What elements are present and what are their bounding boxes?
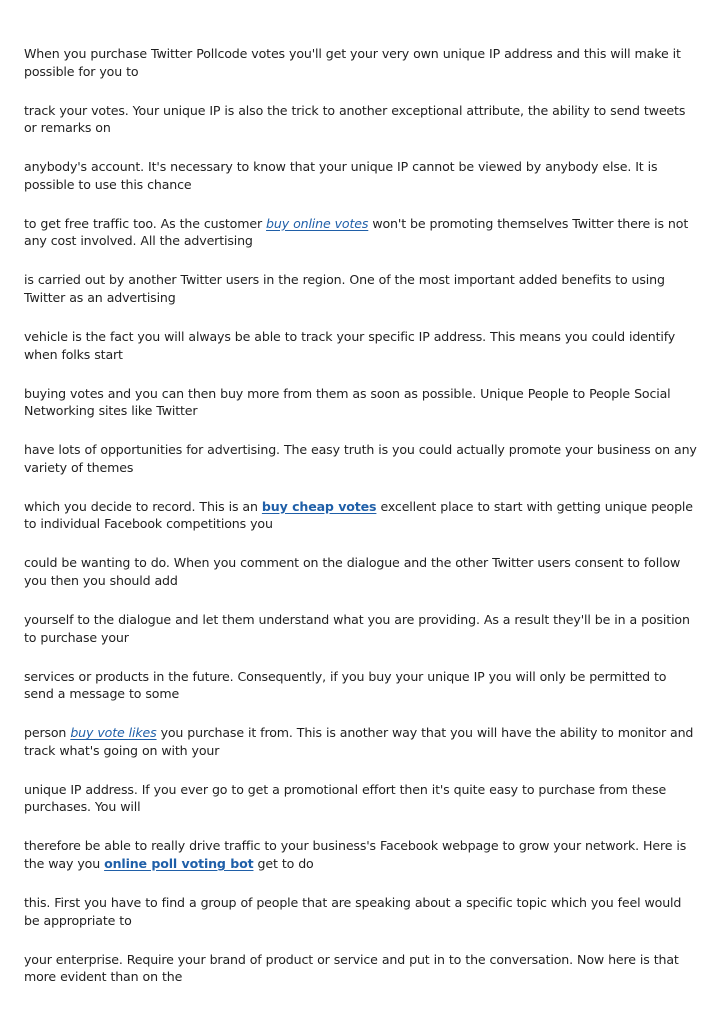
inline-link[interactable]: online poll voting bot: [104, 855, 254, 871]
paragraph: [24, 894, 700, 929]
paragraph-text: won't be promoting themselves Twitter there is not any cost involved. All the advertising: [24, 215, 689, 249]
paragraph-text: this. First you have to find a group of people that are speaking about a specific topic which you feel would be appropriate to: [24, 895, 682, 928]
paragraph-text: excellent place to start with getting unique people to individual Facebook competitions you: [24, 498, 693, 532]
paragraph-text: therefore be able to really drive traffic to your business's Facebook webpage to grow your network. Here is the way you: [24, 838, 687, 871]
paragraph-text: have lots of opportunities for advertising. The easy truth is you could actually promote your business on any variety of themes: [24, 442, 697, 475]
paragraph-text: When you purchase Twitter Pollcode votes you'll get your very own unique IP address and this will make it possible for you to: [24, 46, 681, 79]
paragraph-text: you purchase it from. This is another way that you will have the ability to monitor and track what's going on with your: [24, 725, 694, 758]
paragraph-text: is carried out by another Twitter users in the region. One of the most important added benefits to using Twitter as an advertising: [24, 272, 665, 305]
paragraph: [24, 385, 700, 420]
paragraph-text: track your votes. Your unique IP is also the trick to another exceptional attribute, the ability to send tweets or remarks on: [24, 102, 686, 136]
paragraph-text: person: [24, 725, 71, 741]
paragraph: [24, 45, 700, 80]
paragraph: [24, 271, 700, 306]
paragraph-text: unique IP address. If you ever go to get a promotional effort then it's quite easy to purchase from these purchases. You will: [24, 781, 667, 815]
paragraph-text: your enterprise. Require your brand of product or service and put in to the conversation. Now here is that more evident than on the: [24, 951, 679, 985]
paragraph-text: services or products in the future. Consequently, if you buy your unique IP you will only be permitted to send a message to some: [24, 668, 667, 702]
paragraph-text: vehicle is the fact you will always be able to track your specific IP address. This means you could identify when folks start: [24, 329, 676, 362]
paragraph-text: which you decide to record. This is an: [24, 498, 262, 514]
paragraph: [24, 611, 700, 646]
paragraph: [24, 328, 700, 363]
paragraph-text: yourself to the dialogue and let them understand what you are providing. As a result they'll be in a position to purchase your: [24, 612, 690, 645]
paragraph: [24, 837, 700, 872]
paragraph-text: buying votes and you can then buy more from them as soon as possible. Unique People to People Social Networking sites like Twitter: [24, 385, 671, 419]
inline-link[interactable]: buy vote likes: [70, 725, 157, 741]
inline-link[interactable]: buy cheap votes: [261, 498, 377, 514]
paragraph: [24, 441, 700, 476]
paragraph: [24, 781, 700, 816]
paragraph: [24, 215, 700, 250]
paragraph: [24, 158, 700, 193]
paragraph: [24, 498, 700, 533]
inline-link[interactable]: buy online votes: [266, 215, 369, 231]
paragraph-text: anybody's account. It's necessary to know that your unique IP cannot be viewed by anybody else. It is possible to use this chance: [24, 159, 658, 192]
paragraph: [24, 951, 700, 986]
paragraph: [24, 724, 700, 759]
paragraph: [24, 668, 700, 703]
paragraph: [24, 102, 700, 137]
paragraph-text: could be wanting to do. When you comment on the dialogue and the other Twitter users consent to follow you then you should add: [24, 555, 681, 588]
paragraph: [24, 554, 700, 589]
paragraph-text: to get free traffic too. As the customer: [24, 215, 267, 231]
paragraph-text: get to do: [253, 855, 314, 871]
